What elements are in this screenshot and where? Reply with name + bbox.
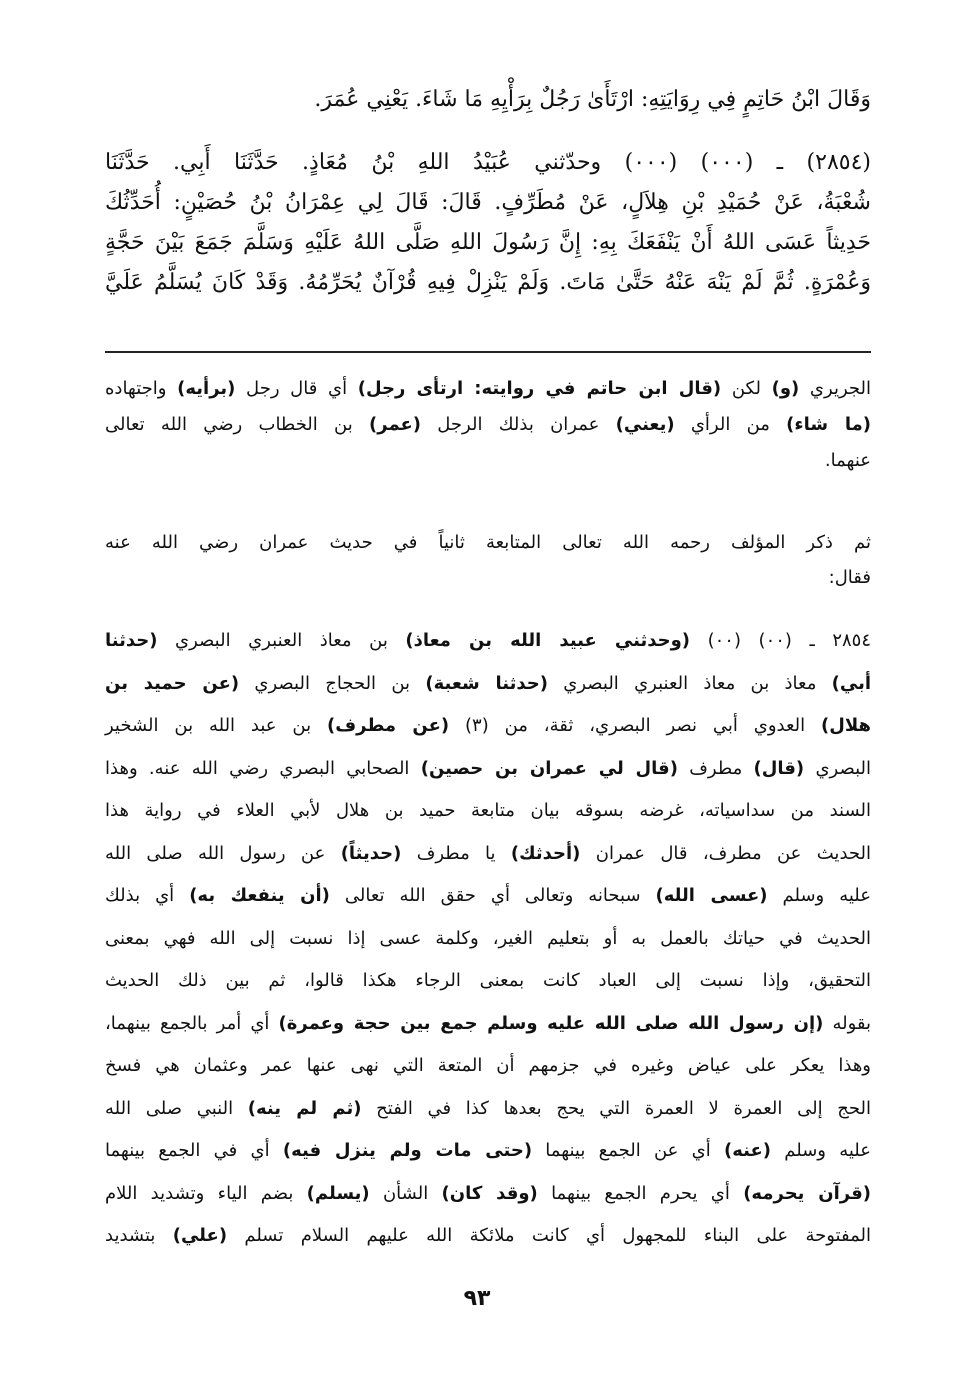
text-segment: أي بذلك (105, 885, 190, 906)
text-segment: الصحابي البصري رضي الله عنه. وهذا (105, 757, 421, 779)
bold-quote-segment: (عمر) (369, 414, 422, 435)
text-line (105, 921, 871, 957)
text-segment: أي في الجمع بينهما (105, 1140, 283, 1161)
text-line (105, 263, 871, 303)
bold-quote-segment: أبي) (831, 672, 871, 694)
text-line (105, 1091, 871, 1127)
text-segment: بتشديد (105, 1225, 173, 1246)
text-line (105, 751, 871, 787)
text-segment: عليه وسلم (771, 1140, 872, 1161)
text-line (105, 223, 871, 263)
bold-quote-segment: (ما شاء) (786, 414, 871, 435)
footnote-divider (105, 351, 871, 353)
text-line (105, 1006, 871, 1042)
text-segment: ثم ذكر المؤلف رحمه الله تعالى المتابعة ثانياً في حديث عمران رضي الله عنه (105, 532, 871, 553)
text-segment: فقال: (828, 567, 871, 588)
bold-quote-segment: هلال) (821, 715, 872, 736)
text-segment: سبحانه وتعالى أي حقق الله تعالى (329, 885, 656, 906)
text-line (105, 963, 871, 999)
text-segment: بن الحجاج البصري (239, 672, 426, 694)
text-line (105, 1218, 871, 1254)
text-line (105, 1133, 871, 1169)
text-segment: أي عن الجمع بينهما (532, 1140, 724, 1161)
bold-quote-segment: (أن ينفعك به) (189, 885, 330, 906)
text-segment: عليه وسلم (767, 885, 871, 906)
text-segment: وهذا يعكر على عياض وغيره في جزمهم أن المتعة التي نهى عنها عمر وعثمان هي فسخ (105, 1055, 871, 1076)
text-segment: البصري (804, 757, 871, 779)
text-segment: النبي صلى الله (105, 1097, 248, 1119)
text-line (105, 443, 871, 479)
text-segment: يا مطرف (401, 842, 511, 864)
text-line (105, 80, 871, 120)
text-segment: (٢٨٥٤) ـ (٠٠٠) (٠٠٠) وحدّثني عُبَيْدُ اللهِ بْنُ مُعَاذٍ. حَدَّثَنَا أَبِي. حَدَّثَنَا (105, 150, 871, 175)
text-segment: حَدِيثاً عَسَى اللهُ أَنْ يَنْفَعَكَ بِهِ: إِنَّ رَسُولَ اللهِ صَلَّى اللهُ عَلَيْهِ وَسَلَّمَ جَمَعَ بَيْنَ حَجَّةٍ (105, 230, 871, 255)
text-segment: وَقَالَ ابْنُ حَاتِمٍ فِي رِوَايَتِهِ: ارْتَأَىٰ رَجُلٌ بِرَأْيِهِ مَا شَاءَ. يَعْنِي عُمَرَ. (314, 87, 871, 112)
text-segment: الجريري (799, 378, 871, 399)
text-segment: المفتوحة على البناء للمجهول أي كانت ملائكة الله عليهم السلام تسلم (227, 1225, 871, 1246)
text-segment: عنهما. (824, 450, 871, 471)
text-segment: شُعْبَةُ، عَنْ حُمَيْدِ بْنِ هِلاَلٍ، عَنْ مُطَرِّفٍ. قَالَ: قَالَ لِي عِمْرَانُ بْنُ حُصَيْنٍ: أُحَدِّثُكَ (105, 190, 871, 215)
text-line (105, 407, 871, 443)
text-line (105, 143, 871, 183)
bold-quote-segment: (حتى مات ولم ينزل فيه) (282, 1140, 533, 1161)
bold-quote-segment: (حدثنا (105, 630, 158, 651)
text-segment: مطرف (677, 757, 754, 779)
text-segment: بقوله (823, 1012, 872, 1034)
text-line (105, 1176, 871, 1212)
text-segment: أي أمر بالجمع بينهما، (105, 1012, 279, 1034)
text-segment: بن معاذ العنبري البصري (157, 630, 406, 651)
text-segment: أي قال رجل (235, 378, 358, 399)
bold-quote-segment: (برأيه) (177, 378, 236, 399)
text-segment: التحقيق، وإذا نسبت إلى العباد كانت بمعنى الرجاء هكذا قالوا، ثم بين ذلك الحديث (105, 970, 871, 991)
text-segment: عمران بذلك الرجل (421, 414, 616, 435)
text-line (105, 371, 871, 407)
text-segment: ٢٨٥٤ ـ (٠٠) (٠٠) (690, 630, 871, 651)
bold-quote-segment: (قرآن يحرمه) (743, 1182, 871, 1204)
text-segment: العدوي أبي نصر البصري، ثقة، من (٣) (449, 715, 822, 736)
page-number: ٩٣ (463, 1286, 491, 1311)
bold-quote-segment: (ثم لم ينه) (247, 1097, 362, 1119)
text-segment: بن عبد الله بن الشخير (105, 715, 327, 736)
text-line (105, 878, 871, 914)
text-line (105, 836, 871, 872)
text-segment: أي يحرم الجمع بينهما (537, 1182, 744, 1204)
text-segment: عن رسول الله صلى الله (105, 842, 341, 864)
text-line (105, 1048, 871, 1084)
bold-quote-segment: (وحدثني عبيد الله بن معاذ) (405, 630, 691, 651)
bold-quote-segment: (قال ابن حاتم في روايته: ارتأى رجل) (357, 378, 722, 399)
text-segment: وَعُمْرَةٍ. ثُمَّ لَمْ يَنْهَ عَنْهُ حَتَّىٰ مَاتَ. وَلَمْ يَنْزِلْ فِيهِ قُرْآنٌ يُحَرِّمُهُ. وَقَدْ كَانَ يُسَلَّمُ عَلَيَّ (105, 270, 871, 295)
bold-quote-segment: (يعني) (615, 414, 675, 435)
text-line (105, 708, 871, 744)
bold-quote-segment: (و) (771, 378, 800, 399)
text-line (105, 793, 871, 829)
bold-quote-segment: (يسلم) (306, 1182, 370, 1204)
text-segment: لكن (721, 378, 772, 399)
bold-quote-segment: (أحدثك) (510, 842, 581, 864)
text-line (105, 560, 871, 596)
bold-quote-segment: (قال لي عمران بن حصين) (420, 757, 678, 779)
text-segment: الشأن (369, 1182, 442, 1204)
text-segment: الحج إلى العمرة لا العمرة التي يحج بعدها كذا في الفتح (361, 1097, 871, 1119)
text-segment: السند من سداسياته، غرضه بسوقه بيان متابعة حميد بن هلال لأبي العلاء في رواية هذا (105, 800, 871, 821)
bold-quote-segment: (حدثنا شعبة) (425, 672, 548, 694)
bold-quote-segment: (حديثاً) (340, 842, 402, 864)
bold-quote-segment: (عسى الله) (655, 885, 768, 906)
bold-quote-segment: (علي) (172, 1225, 228, 1246)
bold-quote-segment: (عنه) (724, 1140, 772, 1161)
bold-quote-segment: (عن حميد بن (105, 672, 240, 694)
text-line (105, 183, 871, 223)
text-line (105, 666, 871, 702)
bold-quote-segment: (وقد كان) (441, 1182, 538, 1204)
bold-quote-segment: (قال) (753, 757, 805, 779)
text-segment: الحديث في حياتك بالعمل به أو بتعليم الغير، وكلمة عسى إذا نسبت إلى الله فهي بمعنى (105, 927, 871, 949)
text-segment: من الرأي (674, 414, 787, 435)
text-segment: معاذ بن معاذ العنبري البصري (547, 672, 832, 694)
text-line (105, 623, 871, 659)
text-segment: واجتهاده (105, 378, 178, 399)
text-segment: بن الخطاب رضي الله تعالى (105, 414, 370, 435)
text-line (105, 525, 871, 561)
text-segment: بضم الياء وتشديد اللام (105, 1182, 307, 1204)
bold-quote-segment: (عن مطرف) (326, 715, 450, 736)
text-segment: الحديث عن مطرف، قال عمران (580, 842, 871, 864)
bold-quote-segment: (إن رسول الله صلى الله عليه وسلم جمع بين حجة وعمرة) (278, 1012, 824, 1034)
